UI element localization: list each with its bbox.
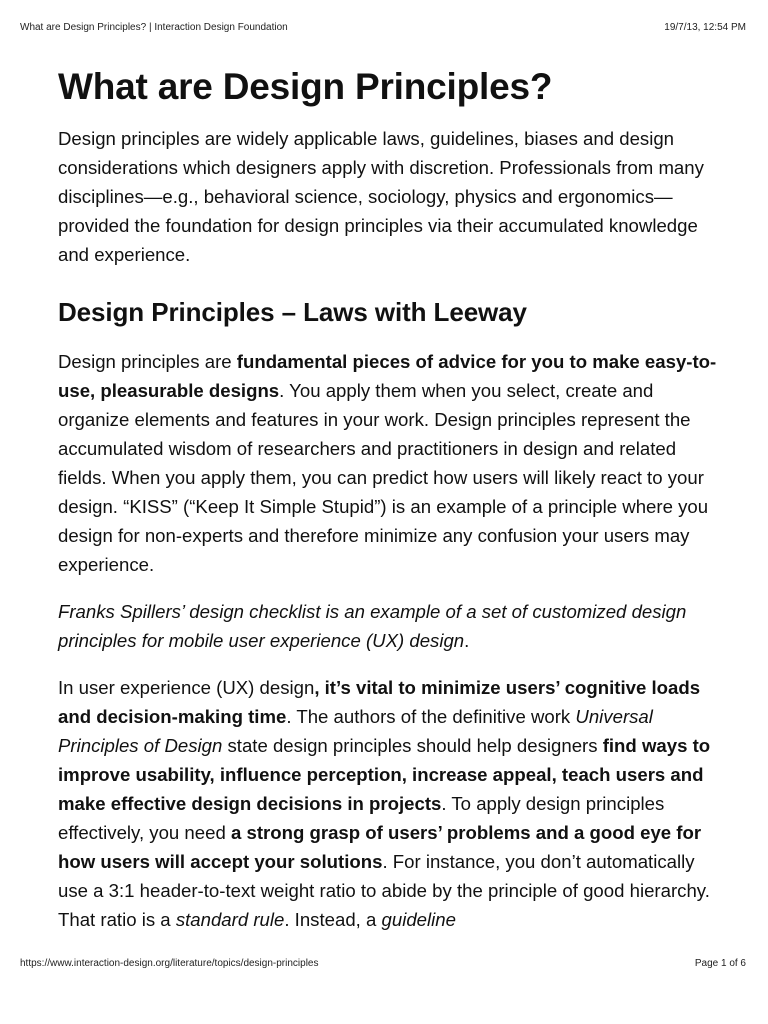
bold-run: a strong grasp of users’ problems and a good eye for how users will accept your solutions — [58, 822, 702, 872]
print-header — [20, 22, 746, 36]
italic-run: guideline — [381, 909, 456, 930]
article — [58, 62, 728, 934]
text-run: state design principles should help designers — [222, 735, 603, 756]
italic-run: standard rule — [175, 909, 285, 930]
paragraph-ux-design — [58, 673, 728, 934]
italic-run: Universal Principles of Design — [58, 706, 653, 756]
bold-run: , it’s vital to minimize users’ cognitive loads and decision-making time — [58, 677, 701, 727]
page-title: What are Design Principles? — [58, 66, 553, 107]
section-heading: Design Principles – Laws with Leeway — [58, 297, 527, 327]
text-run: . Instead, a — [284, 909, 382, 930]
text-run: . You apply them when you select, create and organize elements and features in your work. Design principles represent the accumulated wisdom of researchers and practitioners in design and related fields. When you apply them, you can predict how users will likely react to your design. “KISS” (“Keep It Simple Stupid”) is an example of a principle where you design for non-experts and therefore minimize any confusion your users may experience. — [58, 380, 709, 575]
text-run: Design principles are — [58, 351, 237, 372]
bold-run: find ways to improve usability, influence perception, increase appeal, teach users and make effective design decisions in projects — [58, 735, 711, 814]
text-run: In user experience (UX) design — [58, 677, 315, 698]
italic-run: Franks Spillers’ design checklist is an example of a set of customized design principles for mobile user experience (UX) design — [58, 601, 687, 651]
intro-paragraph: Design principles are widely applicable laws, guidelines, biases and design considerations which designers apply with discretion. Professionals from many disciplines—e.g., behavioral science, sociology, physics and ergonomics—provided the foundation for design principles via their accumulated knowledge and experience. — [58, 128, 704, 265]
print-header-datetime: 19/7/13, 12:54 PM — [664, 22, 746, 33]
print-footer-page: Page 1 of 6 — [694, 958, 746, 969]
text-run: . — [464, 630, 470, 651]
text-run: . For instance, you don’t automatically use a 3:1 header-to-text weight ratio to abide by the principle of good hierarchy. That ratio is a — [58, 851, 710, 930]
print-footer-url: https://www.interaction-design.org/literature/topics/design-principles — [20, 958, 319, 969]
paragraph-principles-advice — [58, 347, 728, 579]
paragraph-checklist-caption — [58, 597, 728, 655]
text-run: . The authors of the definitive work — [286, 706, 576, 727]
print-header-title: What are Design Principles? | Interaction Design Foundation — [20, 22, 288, 33]
text-run: . To apply design principles effectively, you need — [58, 793, 665, 843]
print-footer — [20, 958, 746, 972]
bold-run: fundamental pieces of advice for you to make easy-to-use, pleasurable designs — [58, 351, 717, 401]
